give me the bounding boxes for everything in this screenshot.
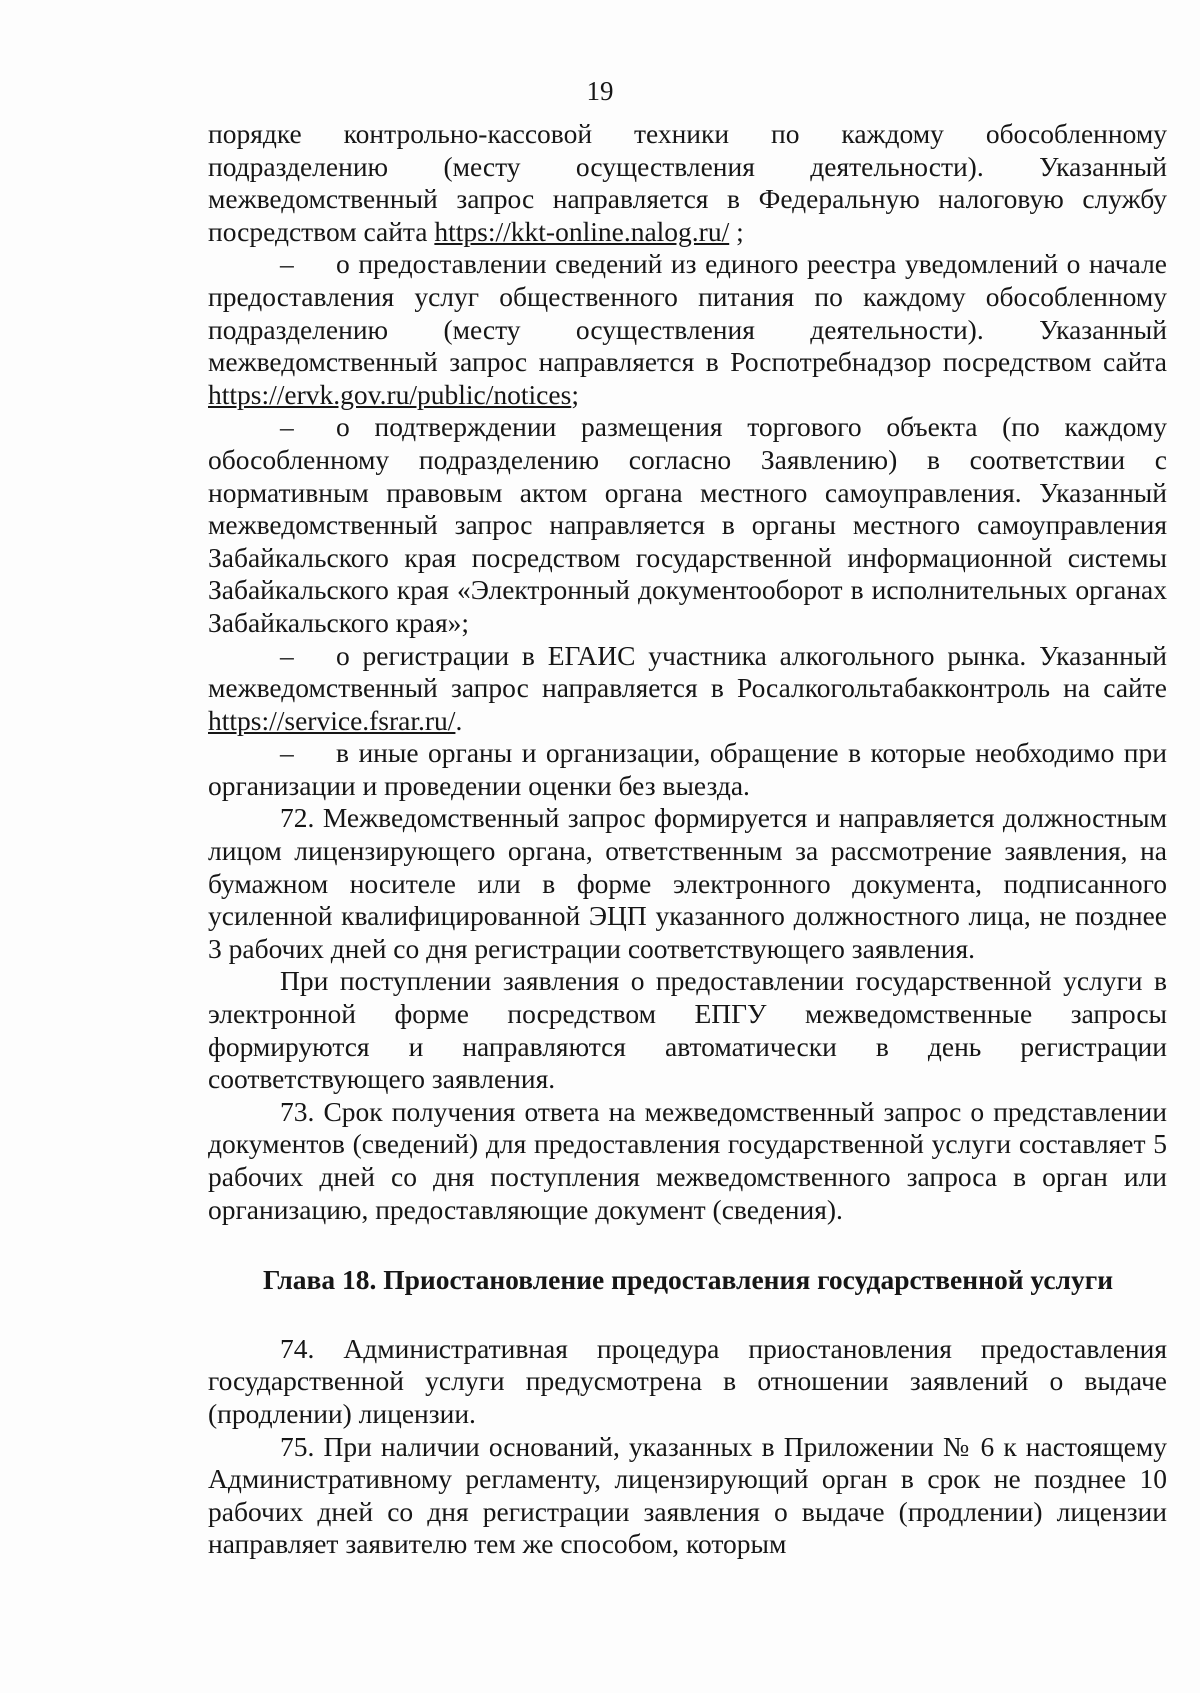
paragraph-73: 73. Срок получения ответа на межведомственный запрос о представлении документов (сведений) для предоставления государственной услуги составляет 5 рабочих дней со дня поступления межведомственного запроса в орган или организацию, предоставляющие документ (сведения). [208,1095,1167,1225]
paragraph-text: о регистрации в ЕГАИС участника алкогольного рынка. Указанный межведомственный запрос направляется в Росалкогольтабакконтроль на сайте [208,639,1167,704]
dash-bullet: – [280,411,294,443]
paragraph-kkt-request [208,118,1167,248]
list-item-rospotrebnadzor [208,248,1167,411]
paragraph-74: 74. Административная процедура приостановления предоставления государственной услуги предусмотрена в отношении заявлений о выдаче (продлении) лицензии. [208,1332,1167,1429]
dash-bullet: – [280,248,294,280]
dash-bullet: – [280,639,294,671]
page-number: 19 [586,76,614,106]
paragraph-text: порядке контрольно-кассовой техники по каждому обособленному подразделению (месту осуществления деятельности). Указанный межведомственный запрос направляется в Федеральную налоговую службу посредством сайта [208,118,1167,247]
link-fsrar[interactable]: https://service.fsrar.ru/ [208,704,456,736]
link-ervk[interactable]: https://ervk.gov.ru/public/notices [208,378,572,410]
list-item-local-government [208,411,1167,639]
paragraph-text: в иные органы и организации, обращение в которые необходимо при организации и проведении оценки без выезда. [208,737,1167,801]
chapter-heading: Глава 18. Приостановление предоставления государственной услуги [262,1264,1114,1296]
document-body [208,118,1167,1561]
paragraph-text: о подтверждении размещения торгового объекта (по каждому обособленному подразделению согласно Заявлению) в соответствии с нормативным правовым актом органа местного самоуправления. Указанный межведомственный запрос направляется в органы местного самоуправления Забайкальского края посредством государственной информационной системы Забайкальского края «Электронный документооборот в исполнительных органах Забайкальского края»; [208,411,1167,638]
link-kkt-online[interactable]: https://kkt-online.nalog.ru/ [434,215,730,247]
paragraph-tail: ; [571,378,579,410]
list-item-other-bodies [208,737,1167,802]
paragraph-epgu-requests: При поступлении заявления о предоставлении государственной услуги в электронной форме посредством ЕПГУ межведомственные запросы формируются и направляются автоматически в день регистрации соответствующего заявления. [208,965,1167,1095]
list-item-egais [208,640,1167,738]
paragraph-75: 75. При наличии оснований, указанных в Приложении № 6 к настоящему Административному регламенту, лицензирующий орган в срок не позднее 10 рабочих дней со дня регистрации заявления о выдаче (продлении) лицензии направляет заявителю тем же способом, которым [208,1430,1167,1560]
paragraph-text: о предоставлении сведений из единого реестра уведомлений о начале предоставления услуг общественного питания по каждому обособленному подразделению (месту осуществления деятельности). Указанный межведомственный запрос направляется в Роспотребнадзор посредством сайта [208,248,1167,378]
paragraph-tail: ; [729,215,744,247]
dash-bullet: – [280,737,294,769]
paragraph-72: 72. Межведомственный запрос формируется и направляется должностным лицом лицензирующего органа, ответственным за рассмотрение заявления, на бумажном носителе или в форме электронного документа, подписанного усиленной квалифицированной ЭЦП указанного должностного лица, не позднее 3 рабочих дней со дня регистрации соответствующего заявления. [208,802,1167,964]
paragraph-tail: . [455,704,463,736]
